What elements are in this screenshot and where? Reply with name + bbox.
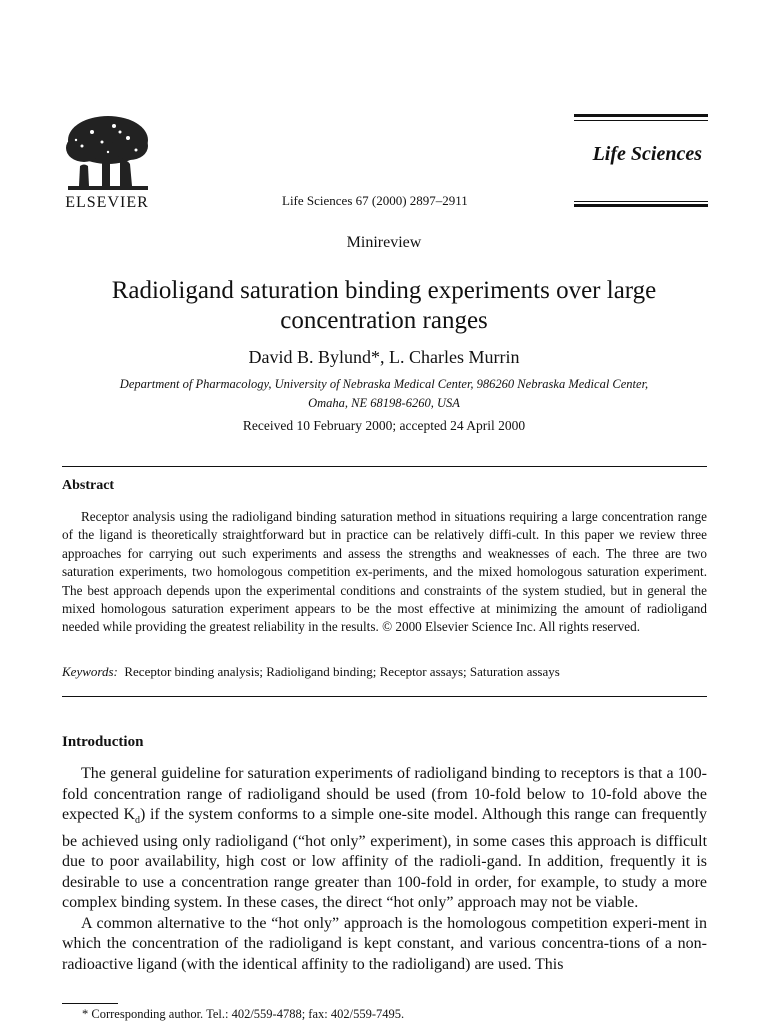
affiliation xyxy=(0,375,768,413)
article-title xyxy=(0,276,768,336)
journal-masthead xyxy=(574,114,708,209)
received-dates: Received 10 February 2000; accepted 24 April 2000 xyxy=(242,418,526,433)
masthead-rule-bottom-thin xyxy=(574,201,708,202)
masthead-rule-top xyxy=(574,114,708,117)
masthead-rule-bottom xyxy=(574,204,708,207)
abstract-heading: Abstract xyxy=(62,478,115,493)
keywords xyxy=(62,664,560,680)
divider xyxy=(62,466,707,467)
keywords-label: Keywords: xyxy=(62,664,118,679)
journal-name: Life Sciences xyxy=(592,143,702,165)
article-type: Minireview xyxy=(346,234,422,251)
affiliation-line: Omaha, NE 68198-6260, USA xyxy=(308,396,460,410)
publisher-name: ELSEVIER xyxy=(65,194,149,211)
journal-citation: Life Sciences 67 (2000) 2897–2911 xyxy=(282,193,468,208)
affiliation-line: Department of Pharmacology, University of Nebraska Medical Center, 986260 Nebraska Medical Center, xyxy=(119,377,649,391)
footnote-rule xyxy=(62,1003,118,1004)
corresponding-author-footnote: * Corresponding author. Tel.: 402/559-4788; fax: 402/559-7495. xyxy=(82,1007,405,1021)
abstract-paragraph: Receptor analysis using the radioligand binding saturation method in situations requiring a large concentration range of the ligand is theoretically straightforward but in practice can be relatively diffi-cult. In this paper we review three approaches for carrying out such experiments and assess the strengths and weaknesses of each. The three are two saturation experiments, two homologous competition ex-periments, and the mixed homologous saturation experiment. The best approach depends upon the experimental conditions and constraints of the system studied, but in general the mixed homologous saturation experiment appears to be the most effective at minimizing the amount of radioligand needed while providing the greatest reliability in the results. © 2000 Elsevier Science Inc. All rights reserved. xyxy=(62,509,708,635)
introduction-paragraph: A common alternative to the “hot only” approach is the homologous competition experi-ment in which the concentration of the radioligand is kept constant, and various concentra-tions of a non-radioactive ligand (with the identical affinity to the radioligand) are used. This xyxy=(62,914,708,973)
introduction-body xyxy=(62,764,707,975)
divider xyxy=(62,696,707,697)
introduction-paragraph: The general guideline for saturation experiments of radioligand binding to receptors is that a 100-fold concentration range of radioligand should be used (from 10-fold below to 10-fold above the expected $K_d$) if the system conforms to a simple one-site model. Although this range can frequently be achieved using only radioligand (“hot only” experiment), in some cases this approach is difficult due to poor availability, high cost or low affinity of the radioli-gand. In addition, frequently it is desirable to use a concentration range greater than 100-fold in order, for example, to study a more complex binding system. In these cases, the direct “hot only” approach may not be viable. xyxy=(62,765,708,912)
masthead-rule-top-thin xyxy=(574,120,708,121)
introduction-heading: Introduction xyxy=(62,734,144,750)
abstract-body xyxy=(62,508,707,637)
title-line: Radioligand saturation binding experiments over large xyxy=(111,277,657,304)
author-list: David B. Bylund*, L. Charles Murrin xyxy=(248,347,520,367)
keywords-text: Receptor binding analysis; Radioligand binding; Receptor assays; Saturation assays xyxy=(124,664,560,679)
title-line: concentration ranges xyxy=(280,307,488,334)
